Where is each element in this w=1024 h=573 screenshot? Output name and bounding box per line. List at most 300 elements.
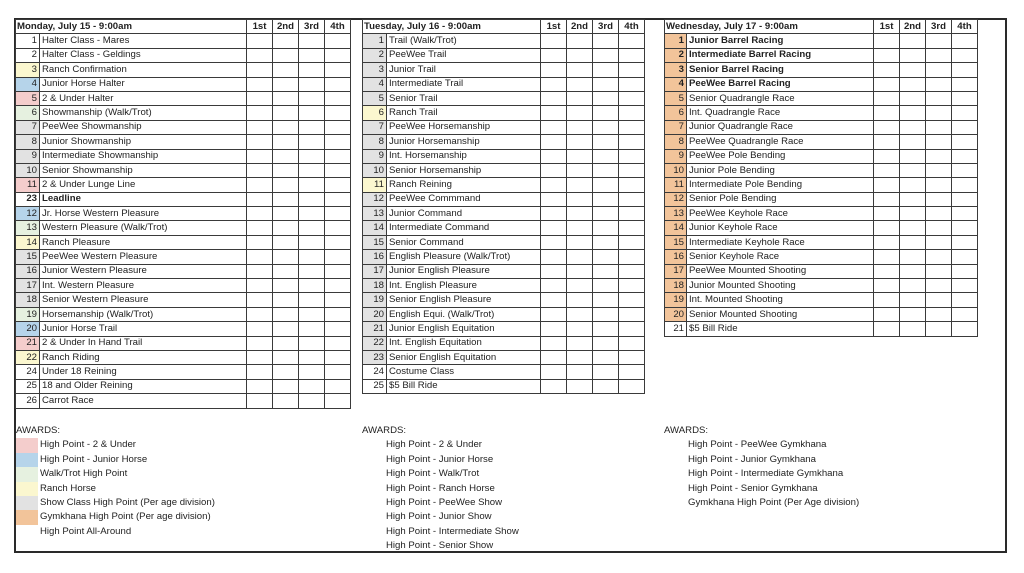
placing-cell-2nd[interactable] bbox=[900, 77, 926, 91]
placing-cell-2nd[interactable] bbox=[900, 235, 926, 249]
placing-cell-2nd[interactable] bbox=[273, 135, 299, 149]
placing-cell-4th[interactable] bbox=[952, 120, 978, 134]
placing-cell-1st[interactable] bbox=[541, 48, 567, 62]
placing-cell-4th[interactable] bbox=[325, 149, 351, 163]
placing-cell-2nd[interactable] bbox=[900, 221, 926, 235]
placing-cell-3rd[interactable] bbox=[926, 279, 952, 293]
placing-cell-3rd[interactable] bbox=[593, 379, 619, 393]
placing-cell-4th[interactable] bbox=[619, 365, 645, 379]
placing-cell-1st[interactable] bbox=[541, 365, 567, 379]
placing-cell-3rd[interactable] bbox=[299, 250, 325, 264]
placing-cell-3rd[interactable] bbox=[593, 63, 619, 77]
placing-cell-3rd[interactable] bbox=[299, 34, 325, 48]
placing-cell-3rd[interactable] bbox=[926, 91, 952, 105]
placing-cell-1st[interactable] bbox=[247, 34, 273, 48]
placing-cell-4th[interactable] bbox=[325, 77, 351, 91]
placing-cell-1st[interactable] bbox=[541, 77, 567, 91]
placing-cell-4th[interactable] bbox=[325, 322, 351, 336]
placing-cell-4th[interactable] bbox=[619, 379, 645, 393]
placing-cell-1st[interactable] bbox=[874, 322, 900, 336]
placing-cell-3rd[interactable] bbox=[299, 293, 325, 307]
placing-cell-2nd[interactable] bbox=[567, 250, 593, 264]
placing-cell-4th[interactable] bbox=[952, 91, 978, 105]
placing-cell-3rd[interactable] bbox=[299, 192, 325, 206]
placing-cell-1st[interactable] bbox=[541, 336, 567, 350]
placing-cell-3rd[interactable] bbox=[299, 394, 325, 408]
placing-cell-2nd[interactable] bbox=[900, 307, 926, 321]
placing-cell-3rd[interactable] bbox=[593, 163, 619, 177]
placing-cell-4th[interactable] bbox=[619, 207, 645, 221]
placing-cell-2nd[interactable] bbox=[567, 365, 593, 379]
placing-cell-3rd[interactable] bbox=[593, 279, 619, 293]
placing-cell-2nd[interactable] bbox=[900, 279, 926, 293]
placing-cell-2nd[interactable] bbox=[567, 34, 593, 48]
placing-cell-4th[interactable] bbox=[325, 264, 351, 278]
placing-cell-3rd[interactable] bbox=[926, 63, 952, 77]
placing-cell-2nd[interactable] bbox=[567, 48, 593, 62]
placing-cell-3rd[interactable] bbox=[299, 120, 325, 134]
placing-cell-3rd[interactable] bbox=[926, 207, 952, 221]
placing-cell-2nd[interactable] bbox=[273, 250, 299, 264]
placing-cell-4th[interactable] bbox=[952, 250, 978, 264]
placing-cell-1st[interactable] bbox=[247, 264, 273, 278]
placing-cell-3rd[interactable] bbox=[299, 379, 325, 393]
placing-cell-4th[interactable] bbox=[619, 120, 645, 134]
class-name: Jr. Horse Western Pleasure bbox=[40, 207, 247, 221]
placing-cell-1st[interactable] bbox=[874, 192, 900, 206]
placing-cell-1st[interactable] bbox=[247, 91, 273, 105]
placing-cell-3rd[interactable] bbox=[593, 91, 619, 105]
class-row bbox=[16, 365, 351, 379]
placing-cell-4th[interactable] bbox=[619, 293, 645, 307]
placing-cell-3rd[interactable] bbox=[926, 264, 952, 278]
placing-cell-4th[interactable] bbox=[619, 235, 645, 249]
placing-cell-2nd[interactable] bbox=[900, 91, 926, 105]
placing-cell-3rd[interactable] bbox=[593, 336, 619, 350]
placing-cell-2nd[interactable] bbox=[567, 192, 593, 206]
placing-cell-2nd[interactable] bbox=[567, 106, 593, 120]
placing-cell-1st[interactable] bbox=[541, 350, 567, 364]
class-row bbox=[665, 221, 978, 235]
placing-cell-2nd[interactable] bbox=[567, 322, 593, 336]
placing-cell-3rd[interactable] bbox=[926, 192, 952, 206]
placing-cell-1st[interactable] bbox=[247, 207, 273, 221]
placing-cell-2nd[interactable] bbox=[900, 106, 926, 120]
placing-cell-3rd[interactable] bbox=[926, 149, 952, 163]
class-row bbox=[16, 63, 351, 77]
placing-cell-1st[interactable] bbox=[874, 63, 900, 77]
placing-cell-4th[interactable] bbox=[325, 307, 351, 321]
placing-cell-4th[interactable] bbox=[325, 120, 351, 134]
placing-cell-1st[interactable] bbox=[247, 307, 273, 321]
placing-cell-2nd[interactable] bbox=[273, 221, 299, 235]
placing-cell-1st[interactable] bbox=[874, 106, 900, 120]
class-row bbox=[665, 163, 978, 177]
placing-cell-4th[interactable] bbox=[325, 365, 351, 379]
placing-cell-1st[interactable] bbox=[874, 91, 900, 105]
placing-cell-2nd[interactable] bbox=[273, 365, 299, 379]
placing-cell-4th[interactable] bbox=[325, 221, 351, 235]
placing-cell-1st[interactable] bbox=[874, 77, 900, 91]
placing-cell-1st[interactable] bbox=[247, 379, 273, 393]
placing-cell-4th[interactable] bbox=[952, 163, 978, 177]
placing-cell-2nd[interactable] bbox=[273, 207, 299, 221]
placing-cell-2nd[interactable] bbox=[567, 91, 593, 105]
placing-cell-3rd[interactable] bbox=[299, 149, 325, 163]
placing-cell-3rd[interactable] bbox=[299, 235, 325, 249]
placing-cell-4th[interactable] bbox=[619, 322, 645, 336]
placing-cell-1st[interactable] bbox=[874, 163, 900, 177]
placing-cell-4th[interactable] bbox=[619, 163, 645, 177]
placing-cell-2nd[interactable] bbox=[567, 379, 593, 393]
placing-cell-4th[interactable] bbox=[619, 77, 645, 91]
placing-cell-2nd[interactable] bbox=[567, 336, 593, 350]
placing-cell-4th[interactable] bbox=[619, 192, 645, 206]
placing-cell-1st[interactable] bbox=[541, 34, 567, 48]
placing-cell-2nd[interactable] bbox=[900, 163, 926, 177]
placing-cell-1st[interactable] bbox=[247, 163, 273, 177]
placing-cell-1st[interactable] bbox=[874, 264, 900, 278]
placing-cell-1st[interactable] bbox=[874, 279, 900, 293]
placing-cell-1st[interactable] bbox=[247, 365, 273, 379]
placing-cell-2nd[interactable] bbox=[567, 77, 593, 91]
placing-cell-3rd[interactable] bbox=[593, 34, 619, 48]
placing-cell-4th[interactable] bbox=[325, 106, 351, 120]
placing-cell-2nd[interactable] bbox=[900, 48, 926, 62]
placing-cell-3rd[interactable] bbox=[299, 91, 325, 105]
placing-cell-4th[interactable] bbox=[619, 149, 645, 163]
placing-cell-4th[interactable] bbox=[325, 91, 351, 105]
placing-cell-4th[interactable] bbox=[325, 48, 351, 62]
placing-cell-3rd[interactable] bbox=[593, 207, 619, 221]
placing-cell-2nd[interactable] bbox=[273, 106, 299, 120]
placing-cell-2nd[interactable] bbox=[567, 293, 593, 307]
placing-cell-3rd[interactable] bbox=[926, 322, 952, 336]
placing-cell-1st[interactable] bbox=[541, 279, 567, 293]
class-name: Showmanship (Walk/Trot) bbox=[40, 106, 247, 120]
placing-cell-1st[interactable] bbox=[541, 163, 567, 177]
placing-cell-3rd[interactable] bbox=[593, 221, 619, 235]
placing-cell-3rd[interactable] bbox=[926, 178, 952, 192]
placing-cell-2nd[interactable] bbox=[567, 120, 593, 134]
placing-cell-3rd[interactable] bbox=[593, 135, 619, 149]
placing-cell-3rd[interactable] bbox=[593, 48, 619, 62]
placing-cell-2nd[interactable] bbox=[567, 279, 593, 293]
placing-cell-2nd[interactable] bbox=[567, 149, 593, 163]
placing-cell-1st[interactable] bbox=[247, 336, 273, 350]
placing-cell-3rd[interactable] bbox=[926, 77, 952, 91]
placing-cell-3rd[interactable] bbox=[299, 207, 325, 221]
placing-cell-1st[interactable] bbox=[247, 293, 273, 307]
placing-cell-1st[interactable] bbox=[541, 379, 567, 393]
placing-cell-1st[interactable] bbox=[874, 250, 900, 264]
placing-cell-1st[interactable] bbox=[541, 207, 567, 221]
placing-cell-1st[interactable] bbox=[541, 235, 567, 249]
placing-cell-2nd[interactable] bbox=[273, 322, 299, 336]
placing-cell-1st[interactable] bbox=[541, 250, 567, 264]
placing-cell-4th[interactable] bbox=[619, 350, 645, 364]
placing-cell-1st[interactable] bbox=[247, 63, 273, 77]
placing-cell-1st[interactable] bbox=[541, 135, 567, 149]
placing-cell-4th[interactable] bbox=[325, 394, 351, 408]
placing-cell-2nd[interactable] bbox=[273, 178, 299, 192]
placing-cell-1st[interactable] bbox=[541, 221, 567, 235]
placing-cell-1st[interactable] bbox=[874, 235, 900, 249]
placing-cell-4th[interactable] bbox=[619, 91, 645, 105]
placing-cell-3rd[interactable] bbox=[299, 163, 325, 177]
placing-cell-4th[interactable] bbox=[952, 307, 978, 321]
placing-cell-1st[interactable] bbox=[247, 178, 273, 192]
placing-cell-2nd[interactable] bbox=[900, 178, 926, 192]
placing-cell-4th[interactable] bbox=[325, 178, 351, 192]
placing-cell-4th[interactable] bbox=[952, 279, 978, 293]
placing-cell-2nd[interactable] bbox=[273, 336, 299, 350]
placing-cell-3rd[interactable] bbox=[593, 264, 619, 278]
placing-cell-4th[interactable] bbox=[325, 279, 351, 293]
placing-cell-1st[interactable] bbox=[247, 77, 273, 91]
placing-cell-3rd[interactable] bbox=[299, 350, 325, 364]
placing-cell-1st[interactable] bbox=[874, 221, 900, 235]
placing-cell-3rd[interactable] bbox=[593, 293, 619, 307]
placing-cell-3rd[interactable] bbox=[593, 307, 619, 321]
placing-cell-4th[interactable] bbox=[952, 63, 978, 77]
award-item bbox=[362, 453, 519, 467]
placing-cell-2nd[interactable] bbox=[900, 63, 926, 77]
placing-cell-3rd[interactable] bbox=[593, 235, 619, 249]
placing-cell-1st[interactable] bbox=[247, 279, 273, 293]
tuesday-schedule-table bbox=[362, 19, 645, 394]
placing-cell-4th[interactable] bbox=[619, 178, 645, 192]
placing-cell-3rd[interactable] bbox=[299, 106, 325, 120]
placing-cell-2nd[interactable] bbox=[273, 293, 299, 307]
placing-cell-2nd[interactable] bbox=[900, 135, 926, 149]
placing-cell-4th[interactable] bbox=[952, 135, 978, 149]
placing-cell-4th[interactable] bbox=[952, 149, 978, 163]
placing-cell-1st[interactable] bbox=[247, 322, 273, 336]
placing-cell-3rd[interactable] bbox=[593, 365, 619, 379]
placing-cell-4th[interactable] bbox=[952, 178, 978, 192]
placing-cell-1st[interactable] bbox=[874, 48, 900, 62]
placing-cell-2nd[interactable] bbox=[900, 149, 926, 163]
placing-cell-1st[interactable] bbox=[247, 120, 273, 134]
placing-cell-1st[interactable] bbox=[247, 235, 273, 249]
placing-cell-2nd[interactable] bbox=[273, 163, 299, 177]
placing-cell-4th[interactable] bbox=[325, 336, 351, 350]
placing-cell-2nd[interactable] bbox=[273, 264, 299, 278]
placing-cell-4th[interactable] bbox=[952, 34, 978, 48]
placing-cell-2nd[interactable] bbox=[273, 120, 299, 134]
placing-cell-2nd[interactable] bbox=[273, 307, 299, 321]
placing-cell-3rd[interactable] bbox=[299, 365, 325, 379]
placing-cell-3rd[interactable] bbox=[299, 77, 325, 91]
placing-cell-3rd[interactable] bbox=[299, 135, 325, 149]
placing-cell-1st[interactable] bbox=[541, 178, 567, 192]
placing-cell-1st[interactable] bbox=[874, 178, 900, 192]
placing-cell-3rd[interactable] bbox=[926, 307, 952, 321]
placing-cell-4th[interactable] bbox=[619, 336, 645, 350]
class-number: 26 bbox=[16, 394, 40, 408]
placing-cell-4th[interactable] bbox=[952, 322, 978, 336]
placing-cell-1st[interactable] bbox=[541, 192, 567, 206]
placing-cell-2nd[interactable] bbox=[273, 91, 299, 105]
placing-cell-2nd[interactable] bbox=[900, 207, 926, 221]
placing-cell-4th[interactable] bbox=[952, 77, 978, 91]
placing-cell-3rd[interactable] bbox=[299, 178, 325, 192]
placing-cell-2nd[interactable] bbox=[273, 279, 299, 293]
award-label: High Point - Walk/Trot bbox=[386, 468, 480, 480]
placing-cell-3rd[interactable] bbox=[299, 264, 325, 278]
placing-cell-4th[interactable] bbox=[325, 135, 351, 149]
placing-cell-4th[interactable] bbox=[952, 106, 978, 120]
placing-cell-4th[interactable] bbox=[325, 379, 351, 393]
placing-cell-3rd[interactable] bbox=[593, 120, 619, 134]
placing-cell-2nd[interactable] bbox=[273, 48, 299, 62]
placing-cell-4th[interactable] bbox=[325, 293, 351, 307]
placing-cell-3rd[interactable] bbox=[593, 250, 619, 264]
placing-cell-2nd[interactable] bbox=[567, 178, 593, 192]
placing-cell-4th[interactable] bbox=[325, 250, 351, 264]
placing-cell-3rd[interactable] bbox=[926, 163, 952, 177]
placing-cell-4th[interactable] bbox=[325, 192, 351, 206]
placing-cell-1st[interactable] bbox=[247, 221, 273, 235]
placing-cell-2nd[interactable] bbox=[567, 63, 593, 77]
placing-cell-4th[interactable] bbox=[952, 235, 978, 249]
placing-cell-2nd[interactable] bbox=[900, 264, 926, 278]
placing-cell-1st[interactable] bbox=[247, 48, 273, 62]
placing-cell-2nd[interactable] bbox=[273, 394, 299, 408]
placing-cell-2nd[interactable] bbox=[567, 163, 593, 177]
placing-cell-1st[interactable] bbox=[247, 106, 273, 120]
placing-cell-4th[interactable] bbox=[325, 207, 351, 221]
placing-cell-3rd[interactable] bbox=[299, 48, 325, 62]
placing-cell-1st[interactable] bbox=[247, 394, 273, 408]
placing-cell-4th[interactable] bbox=[619, 48, 645, 62]
placing-cell-3rd[interactable] bbox=[593, 322, 619, 336]
placing-cell-1st[interactable] bbox=[541, 106, 567, 120]
placing-cell-1st[interactable] bbox=[247, 192, 273, 206]
placing-cell-3rd[interactable] bbox=[926, 135, 952, 149]
placing-cell-1st[interactable] bbox=[874, 34, 900, 48]
placing-cell-3rd[interactable] bbox=[593, 178, 619, 192]
placing-cell-1st[interactable] bbox=[247, 135, 273, 149]
placing-cell-2nd[interactable] bbox=[273, 63, 299, 77]
placing-cell-2nd[interactable] bbox=[273, 149, 299, 163]
placing-cell-1st[interactable] bbox=[541, 293, 567, 307]
placing-cell-3rd[interactable] bbox=[926, 34, 952, 48]
placing-cell-2nd[interactable] bbox=[567, 264, 593, 278]
placing-cell-3rd[interactable] bbox=[299, 279, 325, 293]
placing-cell-4th[interactable] bbox=[619, 250, 645, 264]
placing-cell-4th[interactable] bbox=[952, 192, 978, 206]
placing-cell-2nd[interactable] bbox=[273, 34, 299, 48]
placing-cell-1st[interactable] bbox=[874, 135, 900, 149]
placing-cell-1st[interactable] bbox=[541, 91, 567, 105]
placing-cell-4th[interactable] bbox=[619, 63, 645, 77]
placing-cell-3rd[interactable] bbox=[593, 192, 619, 206]
placing-cell-3rd[interactable] bbox=[926, 106, 952, 120]
placing-cell-1st[interactable] bbox=[247, 350, 273, 364]
placing-cell-4th[interactable] bbox=[325, 34, 351, 48]
placing-cell-2nd[interactable] bbox=[273, 350, 299, 364]
awards-heading: AWARDS: bbox=[362, 425, 407, 436]
placing-cell-3rd[interactable] bbox=[926, 120, 952, 134]
placing-cell-2nd[interactable] bbox=[900, 120, 926, 134]
placing-cell-4th[interactable] bbox=[325, 63, 351, 77]
placing-cell-2nd[interactable] bbox=[567, 350, 593, 364]
placing-cell-1st[interactable] bbox=[541, 264, 567, 278]
placing-cell-1st[interactable] bbox=[874, 149, 900, 163]
placing-cell-2nd[interactable] bbox=[567, 135, 593, 149]
placing-cell-4th[interactable] bbox=[619, 34, 645, 48]
placing-cell-3rd[interactable] bbox=[926, 250, 952, 264]
placing-cell-4th[interactable] bbox=[952, 207, 978, 221]
placing-cell-3rd[interactable] bbox=[926, 293, 952, 307]
placing-cell-3rd[interactable] bbox=[593, 149, 619, 163]
placing-cell-4th[interactable] bbox=[619, 264, 645, 278]
placing-cell-2nd[interactable] bbox=[900, 34, 926, 48]
placing-cell-2nd[interactable] bbox=[273, 192, 299, 206]
placing-cell-3rd[interactable] bbox=[593, 350, 619, 364]
placing-cell-3rd[interactable] bbox=[926, 48, 952, 62]
placing-cell-3rd[interactable] bbox=[299, 336, 325, 350]
placing-cell-1st[interactable] bbox=[874, 293, 900, 307]
placing-cell-1st[interactable] bbox=[874, 207, 900, 221]
placing-cell-1st[interactable] bbox=[874, 307, 900, 321]
placing-cell-4th[interactable] bbox=[619, 221, 645, 235]
placing-cell-3rd[interactable] bbox=[299, 307, 325, 321]
placing-cell-4th[interactable] bbox=[619, 307, 645, 321]
placing-cell-2nd[interactable] bbox=[273, 379, 299, 393]
placing-cell-4th[interactable] bbox=[325, 235, 351, 249]
placing-cell-4th[interactable] bbox=[952, 264, 978, 278]
placing-cell-1st[interactable] bbox=[541, 322, 567, 336]
placing-cell-2nd[interactable] bbox=[900, 293, 926, 307]
placing-cell-3rd[interactable] bbox=[593, 106, 619, 120]
placing-cell-4th[interactable] bbox=[619, 135, 645, 149]
placing-cell-4th[interactable] bbox=[619, 106, 645, 120]
placing-cell-3rd[interactable] bbox=[593, 77, 619, 91]
placing-cell-2nd[interactable] bbox=[567, 235, 593, 249]
placing-cell-2nd[interactable] bbox=[567, 307, 593, 321]
placing-cell-1st[interactable] bbox=[541, 149, 567, 163]
placing-cell-1st[interactable] bbox=[541, 63, 567, 77]
placing-cell-1st[interactable] bbox=[874, 120, 900, 134]
placing-cell-1st[interactable] bbox=[541, 307, 567, 321]
placing-cell-4th[interactable] bbox=[619, 279, 645, 293]
placing-cell-4th[interactable] bbox=[325, 350, 351, 364]
placing-cell-4th[interactable] bbox=[952, 221, 978, 235]
placing-cell-1st[interactable] bbox=[247, 250, 273, 264]
placing-cell-3rd[interactable] bbox=[299, 322, 325, 336]
placing-cell-3rd[interactable] bbox=[299, 63, 325, 77]
placing-cell-3rd[interactable] bbox=[926, 221, 952, 235]
placing-cell-3rd[interactable] bbox=[299, 221, 325, 235]
placing-cell-2nd[interactable] bbox=[273, 77, 299, 91]
placing-cell-2nd[interactable] bbox=[567, 221, 593, 235]
placing-cell-4th[interactable] bbox=[325, 163, 351, 177]
placing-cell-3rd[interactable] bbox=[926, 235, 952, 249]
placing-cell-2nd[interactable] bbox=[567, 207, 593, 221]
placing-cell-4th[interactable] bbox=[952, 48, 978, 62]
award-label: High Point - 2 & Under bbox=[386, 439, 482, 451]
placing-cell-1st[interactable] bbox=[541, 120, 567, 134]
placing-cell-2nd[interactable] bbox=[273, 235, 299, 249]
placing-cell-4th[interactable] bbox=[952, 293, 978, 307]
placing-cell-2nd[interactable] bbox=[900, 192, 926, 206]
placing-cell-2nd[interactable] bbox=[900, 322, 926, 336]
placing-cell-1st[interactable] bbox=[247, 149, 273, 163]
placing-cell-2nd[interactable] bbox=[900, 250, 926, 264]
